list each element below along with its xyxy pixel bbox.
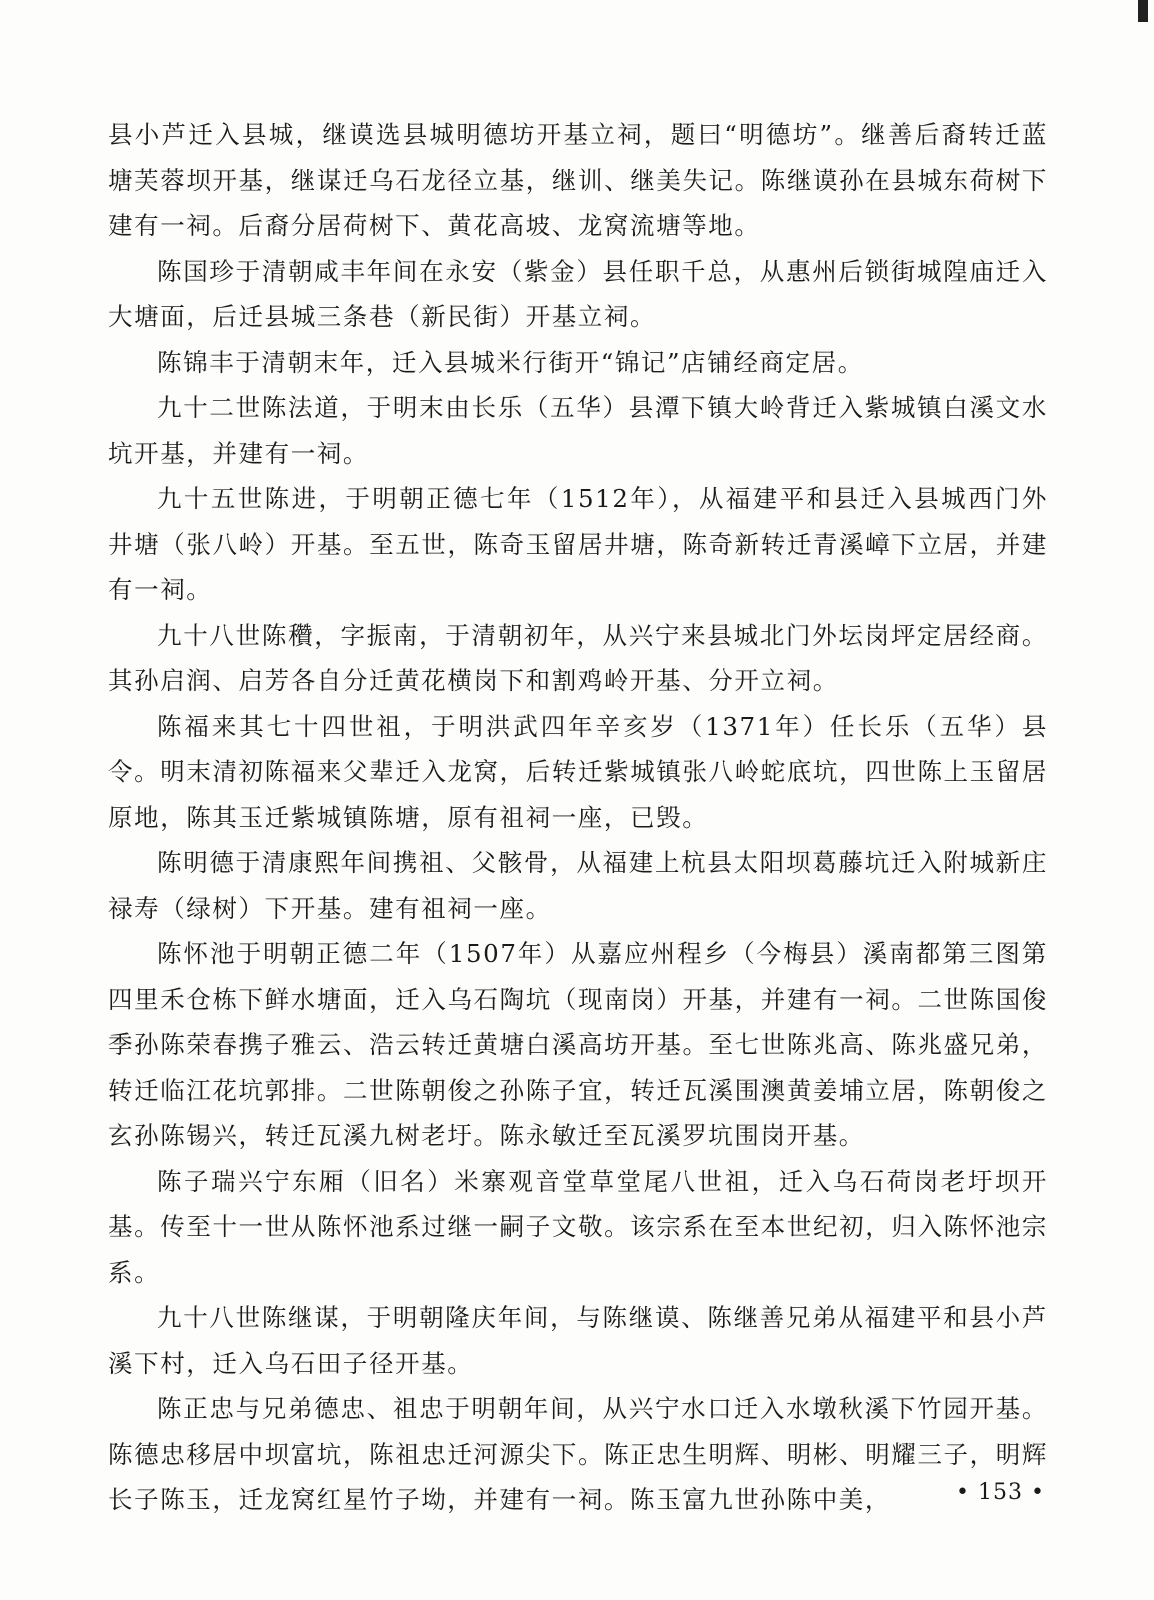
paragraph-8: 陈明德于清康熙年间携祖、父骸骨，从福建上杭县太阳坝葛藤坑迁入附城新庄禄寿（绿树）下开基。建有祖祠一座。 bbox=[108, 848, 1048, 923]
paragraph-2: 陈国珍于清朝咸丰年间在永安（紫金）县任职千总，从惠州后锁街城隍庙迁入大塘面，后迁县城三条巷（新民街）开基立祠。 bbox=[108, 256, 1048, 331]
paragraph-9: 陈怀池于明朝正德二年（1507年）从嘉应州程乡（今梅县）溪南都第三图第四里禾仓栋下鲜水塘面，迁入乌石陶坑（现南岗）开基，并建有一祠。二世陈国俊季孙陈荣春携子雅云、浩云转迁黄塘白溪高坊开基。至七世陈兆高、陈兆盛兄弟，转迁临江花坑郭排。二世陈朝俊之孙陈子宜，转迁瓦溪围澳黄姜埔立居，陈朝俊之玄孙陈锡兴，转迁瓦溪九树老圩。陈永敏迁至瓦溪罗坑围岗开基。 bbox=[108, 939, 1048, 1150]
paragraph-7: 陈福来其七十四世祖，于明洪武四年辛亥岁（1371年）任长乐（五华）县令。明末清初陈福来父辈迁入龙窝，后转迁紫城镇张八岭蛇底坑，四世陈上玉留居原地，陈其玉迁紫城镇陈塘，原有祖祠一座，已毁。 bbox=[108, 711, 1048, 832]
paragraph-4: 九十二世陈法道，于明末由长乐（五华）县潭下镇大岭背迁入紫城镇白溪文水坑开基，并建有一祠。 bbox=[108, 393, 1048, 468]
paragraph-10: 陈子瑞兴宁东厢（旧名）米寨观音堂草堂尾八世祖，迁入乌石荷岗老圩坝开基。传至十一世从陈怀池系过继一嗣子文敬。该宗系在至本世纪初，归入陈怀池宗系。 bbox=[108, 1166, 1048, 1287]
paragraph-11: 九十八世陈继谋，于明朝隆庆年间，与陈继谟、陈继善兄弟从福建平和县小芦溪下村，迁入乌石田子径开基。 bbox=[108, 1303, 1048, 1378]
paragraph-5: 九十五世陈进，于明朝正德七年（1512年），从福建平和县迁入县城西门外井塘（张八岭）开基。至五世，陈奇玉留居井塘，陈奇新转迁青溪嶂下立居，并建有一祠。 bbox=[108, 484, 1048, 604]
paragraph-3: 陈锦丰于清朝末年，迁入县城米行街开“锦记”店铺经商定居。 bbox=[157, 347, 864, 377]
body-text bbox=[108, 112, 1048, 1523]
paragraph-6: 九十八世陈穳，字振南，于清朝初年，从兴宁来县城北门外坛岗坪定居经商。其孙启润、启芳各自分迁黄花横岗下和割鸡岭开基、分开立祠。 bbox=[108, 620, 1048, 695]
page-edge-mark bbox=[1138, 0, 1148, 22]
paragraph-1: 县小芦迁入县城，继谟选县城明德坊开基立祠，题曰“明德坊”。继善后裔转迁蓝塘芙蓉坝开基，继谋迁乌石龙径立基，继训、继美失记。陈继谟孙在县城东荷树下建有一祠。后裔分居荷树下、黄花高坡、龙窝流塘等地。 bbox=[108, 120, 1048, 240]
page-number: • 153 • bbox=[956, 1480, 1045, 1505]
paragraph-12: 陈正忠与兄弟德忠、祖忠于明朝年间，从兴宁水口迁入水墩秋溪下竹园开基。陈德忠移居中坝富坑，陈祖忠迁河源尖下。陈正忠生明辉、明彬、明耀三子，明辉长子陈玉，迁龙窝红星竹子坳，并建有一祠。陈玉富九世孙陈中美， bbox=[108, 1394, 1048, 1514]
